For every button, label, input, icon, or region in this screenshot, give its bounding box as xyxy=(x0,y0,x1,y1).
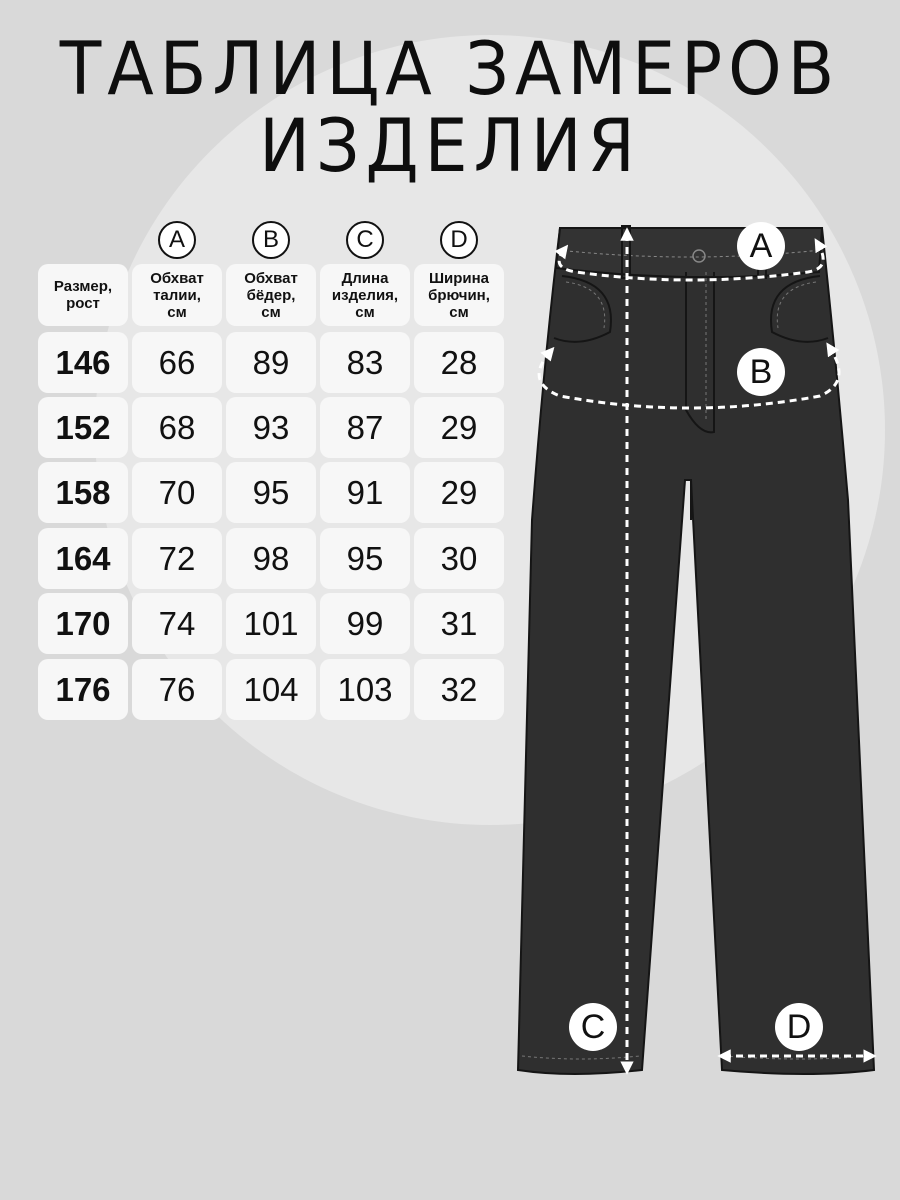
cell-length: 95 xyxy=(320,528,410,589)
cell-length: 99 xyxy=(320,593,410,654)
header-hips: Обхват бёдер, см xyxy=(226,264,316,326)
cell-hips: 101 xyxy=(226,593,316,654)
trousers-diagram xyxy=(510,220,880,1080)
cell-size: 158 xyxy=(38,462,128,523)
page-title-line-1: ТАБЛИЦА ЗАМЕРОВ xyxy=(59,26,841,113)
cell-leg-width: 28 xyxy=(414,332,504,393)
cell-size: 146 xyxy=(38,332,128,393)
letter-a-badge: A xyxy=(158,221,196,259)
cell-size: 176 xyxy=(38,659,128,720)
label-d-badge: D xyxy=(775,1003,823,1051)
letter-b-badge: B xyxy=(252,221,290,259)
trousers-shape xyxy=(518,228,874,1074)
cell-waist: 72 xyxy=(132,528,222,589)
cell-hips: 95 xyxy=(226,462,316,523)
cell-leg-width: 32 xyxy=(414,659,504,720)
cell-hips: 98 xyxy=(226,528,316,589)
cell-hips: 104 xyxy=(226,659,316,720)
cell-length: 87 xyxy=(320,397,410,458)
page-title-line-2: ИЗДЕЛИЯ xyxy=(259,103,641,190)
header-waist: Обхват талии, см xyxy=(132,264,222,326)
cell-length: 83 xyxy=(320,332,410,393)
cell-waist: 66 xyxy=(132,332,222,393)
label-a-badge: A xyxy=(737,222,785,270)
header-size: Размер, рост xyxy=(38,264,128,326)
cell-leg-width: 31 xyxy=(414,593,504,654)
letter-d-badge: D xyxy=(440,221,478,259)
cell-length: 91 xyxy=(320,462,410,523)
cell-size: 164 xyxy=(38,528,128,589)
cell-hips: 89 xyxy=(226,332,316,393)
cell-waist: 68 xyxy=(132,397,222,458)
cell-leg-width: 29 xyxy=(414,462,504,523)
cell-waist: 74 xyxy=(132,593,222,654)
header-leg-width: Ширина брючин, см xyxy=(414,264,504,326)
cell-size: 152 xyxy=(38,397,128,458)
cell-waist: 76 xyxy=(132,659,222,720)
label-b-badge: B xyxy=(737,348,785,396)
label-c-badge: C xyxy=(569,1003,617,1051)
cell-size: 170 xyxy=(38,593,128,654)
cell-length: 103 xyxy=(320,659,410,720)
cell-waist: 70 xyxy=(132,462,222,523)
cell-hips: 93 xyxy=(226,397,316,458)
letter-c-badge: C xyxy=(346,221,384,259)
header-length: Длина изделия, см xyxy=(320,264,410,326)
cell-leg-width: 29 xyxy=(414,397,504,458)
cell-leg-width: 30 xyxy=(414,528,504,589)
